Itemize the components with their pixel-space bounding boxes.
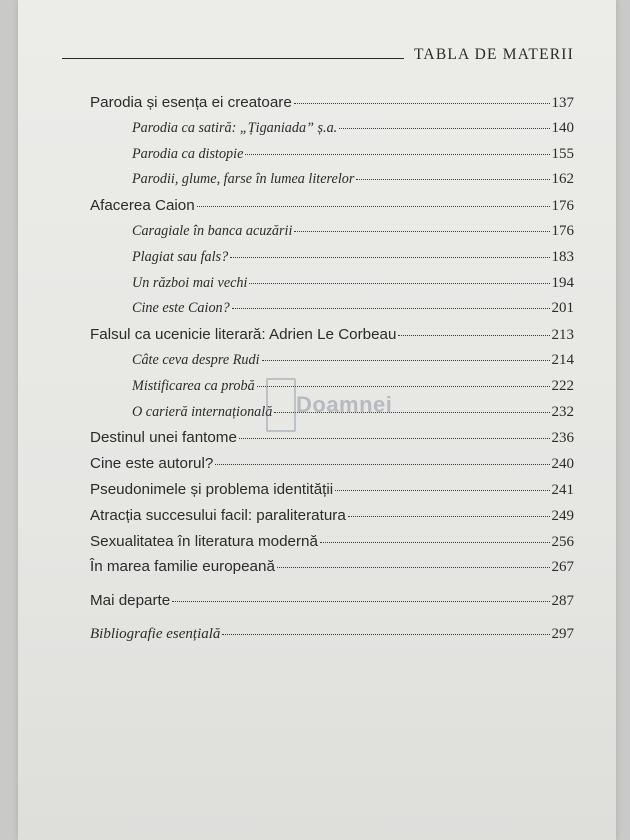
toc-entry-title: Destinul unei fantome [90, 429, 237, 447]
dot-leader [356, 179, 549, 180]
header-rule [62, 58, 404, 59]
toc-entry-title: În marea familie europeană [90, 558, 275, 576]
dot-leader [197, 206, 550, 207]
dot-leader [249, 283, 549, 284]
watermark-logo [266, 368, 393, 446]
toc-subentry [90, 300, 574, 326]
toc-page-number: 287 [551, 593, 574, 610]
dot-leader [398, 335, 549, 336]
toc-entry-title: Pseudonimele și problema identității [90, 480, 334, 498]
toc-subentry [90, 120, 574, 146]
toc-entry [90, 592, 574, 618]
toc-page-number: 297 [551, 625, 574, 642]
toc-page-number: 213 [551, 327, 574, 344]
book-icon [266, 378, 296, 432]
running-header: TABLA DE MATERII [414, 46, 575, 63]
toc-page-number: 249 [551, 507, 574, 524]
toc-entry-title: Cine este autorul? [90, 455, 214, 473]
toc-entry-title: Parodii, glume, farse în lumea literelor [132, 171, 355, 188]
dot-leader [262, 360, 550, 361]
toc-entry-title: Bibliografie esențială [90, 625, 221, 642]
toc-page-number: 256 [551, 533, 574, 550]
toc-subentry [90, 223, 574, 249]
toc-page-number: 194 [551, 274, 574, 291]
toc-entry-title: Un război mai vechi [132, 274, 248, 291]
dot-leader [215, 464, 549, 465]
toc-entry-title: Parodia ca distopie [132, 145, 244, 162]
toc-page-number: 183 [551, 248, 574, 265]
toc-entry-title: Caragiale în banca acuzării [132, 222, 293, 239]
dot-leader [277, 567, 550, 568]
toc-page-number: 176 [551, 198, 574, 215]
toc-page-number: 240 [551, 456, 574, 473]
toc-entry-title: Afacerea Caion [90, 197, 195, 215]
toc-entry [90, 533, 574, 559]
dot-leader [335, 490, 549, 491]
toc-page-number: 236 [551, 430, 574, 447]
toc-page-number: 162 [551, 171, 574, 188]
toc-entry [90, 481, 574, 507]
dot-leader [245, 154, 549, 155]
toc-page-number: 222 [551, 377, 574, 394]
toc-page-number: 137 [551, 95, 574, 111]
toc-entry [90, 326, 574, 352]
dot-leader [320, 542, 550, 543]
toc-entry [90, 455, 574, 481]
toc-subentry [90, 146, 574, 172]
toc-page-number: 232 [551, 403, 574, 420]
dot-leader [348, 516, 550, 517]
toc-page-number: 241 [551, 481, 574, 498]
dot-leader [294, 103, 550, 104]
toc-entry-title: Plagiat sau fals? [132, 248, 229, 265]
dot-leader [232, 308, 550, 309]
toc-entry-title: Sexualitatea în literatura modernă [90, 532, 318, 550]
toc-entry-title: Parodia ca satiră: „Țiganiada” ș.a. [132, 119, 338, 136]
dot-leader [172, 601, 549, 602]
dot-leader [230, 257, 549, 258]
book-page [18, 0, 616, 840]
toc-subentry [90, 275, 574, 301]
toc-entry-title: Falsul ca ucenicie literară: Adrien Le Corbeau [90, 326, 397, 344]
toc-page-number: 140 [551, 119, 574, 136]
toc-entry-title: Mistificarea ca probă [132, 377, 255, 394]
toc-entry [90, 197, 574, 223]
toc-subentry [90, 171, 574, 197]
toc-page-number: 201 [551, 300, 574, 317]
toc-entry-title: Câte ceva despre Rudi [132, 351, 260, 368]
toc-page-number: 155 [551, 145, 574, 162]
toc-page-number: 176 [551, 222, 574, 239]
toc-page-number: 267 [551, 559, 574, 576]
toc-entry-title: Cine este Caion? [132, 300, 230, 317]
toc-entry-title: Parodia și esența ei creatoare [90, 94, 292, 111]
toc-entry-title: O carieră internațională [132, 403, 273, 420]
toc-entry-title: Mai departe [90, 592, 171, 610]
toc-page-number: 214 [551, 351, 574, 368]
toc-subentry [90, 249, 574, 275]
toc-entry-title: Atracția succesului facil: paraliteratura [90, 506, 346, 524]
dot-leader [294, 231, 549, 232]
toc-entry [90, 626, 574, 652]
watermark-text: Doamnei [296, 392, 393, 417]
toc-entry [90, 94, 574, 120]
toc-entry [90, 507, 574, 533]
dot-leader [339, 128, 549, 129]
toc-entry [90, 558, 574, 584]
dot-leader [222, 634, 549, 635]
